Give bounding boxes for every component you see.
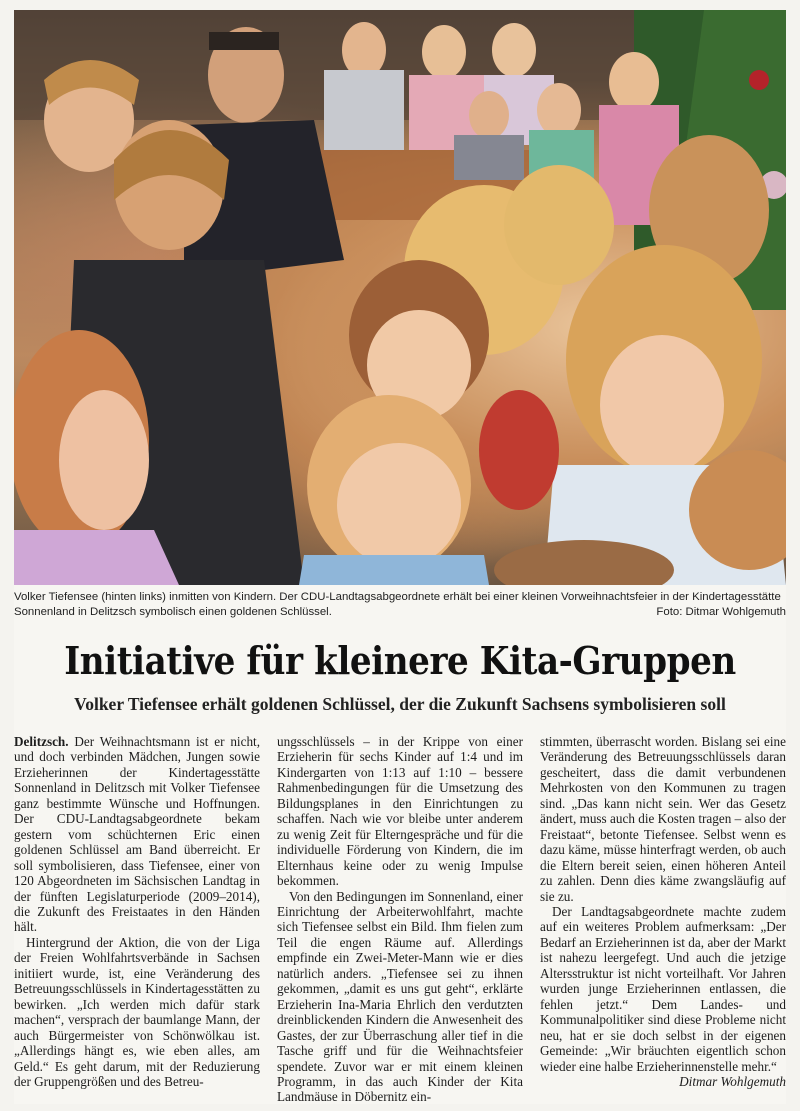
article-column-3 (540, 734, 786, 1104)
paragraph: Delitzsch. Der Weihnachtsmann ist er nicht, und doch verbinden Mädchen, Jungen sowie Erzieherinnen der Kindertagesstätte Sonnenland in Delitzsch mit Volker Tiefensee ganz bestimmte Wünsche und Hoffnungen. Der CDU-Landtagsabgeordnete bekam gestern vom schüchternen Eric einen goldenen Schlüssel am Band überreicht. Er soll symbolisieren, dass Tiefensee, einer von 120 Abgeordneten im Sächsischen Landtag in der fünften Legislaturperiode (2009–2014), die Zukunft des Freistaates in den Händen hält. (14, 734, 260, 935)
photo-credit: Foto: Ditmar Wohlgemuth (656, 606, 786, 618)
article-photo (14, 10, 786, 585)
paragraph: Hintergrund der Aktion, die von der Liga der Freien Wohlfahrtsverbände in Sachsen initiiert wurde, ist, eine Veränderung des Betreuungsschlüssels in Kindertagesstätten zu bewirken. „Ich werden mich dafür stark machen“, versprach der baumlange Mann, der auch Bürgermeister von Schönwölkau ist. „Allerdings hängt es, wie eben alles, am Geld.“ Es geht darum, mit der Reduzierung der Gruppengrößen und des Betreu- (14, 934, 260, 1089)
article-body (14, 734, 786, 1104)
author-byline: Ditmar Wohlgemuth (679, 1073, 786, 1089)
dateline: Delitzsch. (14, 734, 69, 749)
headline: Initiative für kleinere Kita-Gruppen (64, 638, 736, 683)
photo-caption (14, 590, 786, 620)
paragraph: ungsschlüssels – in der Krippe von einer Erzieherin für sechs Kinder auf 1:4 und im Kindergarten von 1:13 auf 1:10 – bessere Rahmenbedingungen für die Umsetzung des Bildungsplanes in den Einrichtungen zu schaffen. Nach wie vor bleibe unter anderem zu wenig Zeit für Elterngespräche und für die individuelle Förderung von Kindern, die im Elternhaus keine oder zu wenig Impulse bekommen. (277, 734, 523, 889)
girl-face (600, 335, 724, 475)
newspaper-clipping (14, 10, 786, 1104)
article-column-1 (14, 734, 260, 1104)
article-column-2 (277, 734, 523, 1104)
paragraph: stimmten, überrascht worden. Bislang sei eine Veränderung des Betreuungsschlüssels daran gescheitert, dass die damit verbundenen Mehrkosten von den Kommunen zu tragen sind. „Das kann nicht sein. Wer das Gesetz ändert, muss auch die Kosten tragen – also der Freistaat“, betonte Tiefensee. Selbst wenn es dazu käme, müsse hinterfragt werden, ob auch die Eltern bereit seien, einen höheren Anteil zu zahlen. Denn dies käme zwangsläufig auf sie zu. (540, 734, 786, 904)
subheadline: Volker Tiefensee erhält goldenen Schlüssel, der die Zukunft Sachsens symbolisieren soll (74, 694, 726, 714)
children-group-photo (14, 10, 786, 585)
paragraph: Der Landtagsabgeordnete machte zudem auf ein weiteres Problem aufmerksam: „Der Bedarf an Erzieherinnen ist da, aber der Markt ist nahezu leergefegt. Und auch die jetzige Altersstruktur ist nicht vorteilhaft. Vor Jahren wurden junge Erzieherinnen entlassen, die fehlen jetzt.“ Dem Landes- und Kommunalpolitiker sind diese Probleme nicht neu, hat er sie doch selbst in der eigenen Gemeinde: „Wir bräuchten eigentlich schon wieder eine halbe Erzieherinnenstelle mehr.“ Ditmar Wohlgemuth (540, 903, 786, 1089)
paragraph: Von den Bedingungen im Sonnenland, einer Einrichtung der Arbeiterwohlfahrt, machte sich Tiefensee selbst ein Bild. Ihm fielen zum Teil die engen Räume auf. Allerdings empfinde ein Zwei-Meter-Mann wie er dies natürlich anders. „Tiefensee sei zu ihnen gekommen, „damit es uns gut geht“, erklärte Erzieherin Ina-Maria Ehrlich den verdutzten dreinblickenden Kindern die Anwesenheit des Gastes, der zur Überraschung aller tief in die Tasche griff und für die Weihnachtsfeier spendete. Zuvor war er mit einem kleinen Programm, in das auch Kinder der Kita Landmäuse in Döbernitz ein- (277, 888, 523, 1105)
caption-text: Volker Tiefensee (hinten links) inmitten von Kindern. Der CDU-Landtagsabgeordnete erhält bei einer kleinen Vorweihnachtsfeier in der Kindertagesstätte Sonnenland in Delitzsch symbolisch einen goldenen Schlüssel. (14, 591, 781, 618)
